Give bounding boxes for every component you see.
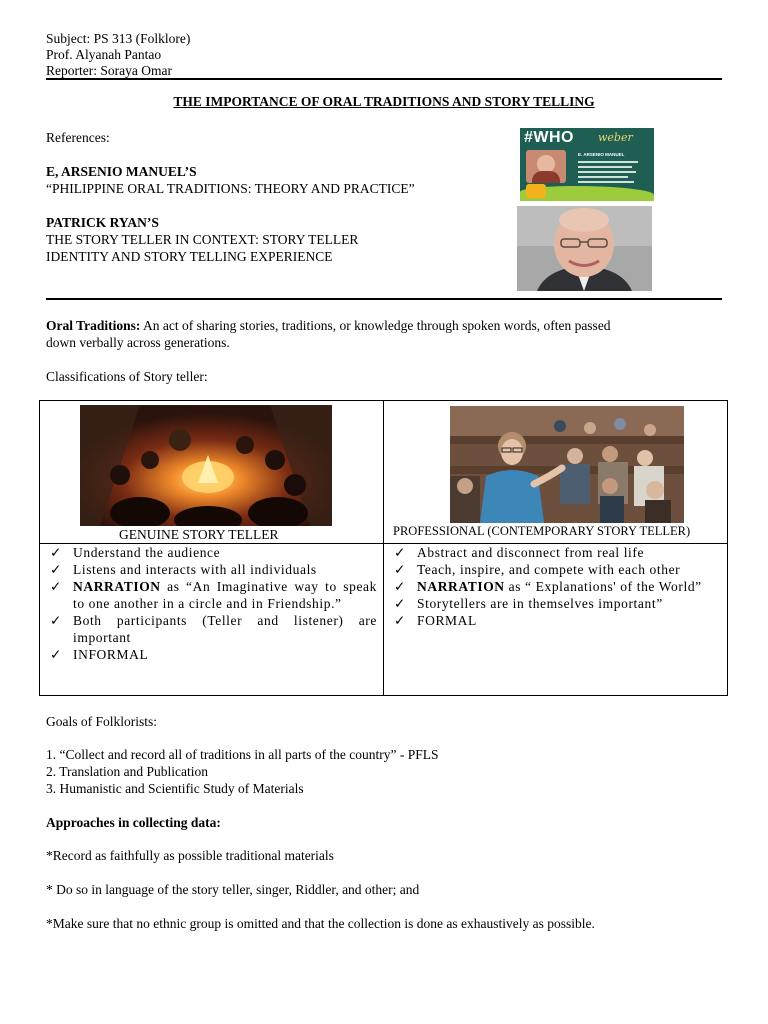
- list-item: ✓ Understand the audience: [50, 545, 221, 560]
- reference-2-title-line1: THE STORY TELLER IN CONTEXT: STORY TELLER: [46, 232, 359, 247]
- checkmark-icon: ✓: [50, 562, 62, 577]
- oral-traditions-definition: [46, 318, 611, 335]
- list-item: ✓ Both participants (Teller and listener) are important: [50, 613, 377, 645]
- reporter-line: Reporter: Soraya Omar: [46, 63, 172, 78]
- patrick-ryan-portrait-image: [517, 206, 652, 291]
- table-column-divider: [383, 400, 384, 696]
- list-item: ✓ Storytellers are in themselves important”: [394, 596, 663, 611]
- list-item: ✓ INFORMAL: [50, 647, 149, 662]
- checkmark-icon: ✓: [394, 613, 406, 628]
- reference-1-title: “PHILIPPINE ORAL TRADITIONS: THEORY AND PRACTICE”: [46, 181, 415, 196]
- checkmark-icon: ✓: [394, 562, 406, 577]
- reference-2-author: PATRICK RYAN’S: [46, 215, 159, 230]
- checkmark-icon: ✓: [50, 647, 62, 662]
- whowebe-poster-image: [520, 128, 654, 201]
- list-item: ✓ Teach, inspire, and compete with each other: [394, 562, 681, 577]
- poster-hashtag: #WHO: [524, 129, 574, 146]
- checkmark-icon: ✓: [394, 579, 406, 594]
- lecture-audience-image: [450, 406, 684, 523]
- goal-2: 2. Translation and Publication: [46, 764, 208, 779]
- checkmark-icon: ✓: [50, 579, 62, 594]
- subject-line: Subject: PS 313 (Folklore): [46, 31, 191, 46]
- checkmark-icon: ✓: [50, 613, 62, 628]
- poster-name: E. ARSENIO MANUEL: [578, 152, 625, 157]
- professor-line: Prof. Alyanah Pantao: [46, 47, 162, 62]
- checkmark-icon: ✓: [394, 545, 406, 560]
- professional-story-teller-caption: PROFESSIONAL (CONTEMPORARY STORY TELLER): [393, 524, 691, 538]
- list-item: ✓ FORMAL: [394, 613, 477, 628]
- approach-2: * Do so in language of the story teller, singer, Riddler, and other; and: [46, 882, 420, 897]
- poster-script: weber: [598, 131, 633, 144]
- header-divider: [46, 78, 722, 80]
- oral-traditions-term: Oral Traditions:: [46, 318, 141, 333]
- approach-3: *Make sure that no ethnic group is omitted and that the collection is done as exhaustively as possible.: [46, 916, 595, 931]
- professional-story-teller-list: [390, 544, 721, 629]
- campfire-storytelling-image: [80, 405, 332, 526]
- reference-1-author: E, ARSENIO MANUEL’S: [46, 164, 197, 179]
- list-item: ✓ NARRATION as “An Imaginative way to speak to one another in a circle and in Friendship.”: [50, 579, 377, 611]
- list-item: ✓ Listens and interacts with all individuals: [50, 562, 317, 577]
- oral-traditions-text: An act of sharing stories, traditions, or knowledge through spoken words, often passed: [140, 318, 611, 333]
- references-divider: [46, 298, 722, 300]
- list-item: ✓ NARRATION as “ Explanations' of the World”: [394, 579, 702, 594]
- checkmark-icon: ✓: [394, 596, 406, 611]
- genuine-story-teller-list: [46, 544, 377, 663]
- classifications-label: Classifications of Story teller:: [46, 369, 208, 384]
- poster-portrait: [526, 150, 566, 183]
- approaches-label: Approaches in collecting data:: [46, 815, 221, 830]
- oral-traditions-definition-line2: down verbally across generations.: [46, 335, 230, 350]
- reference-2-title-line2: IDENTITY AND STORY TELLING EXPERIENCE: [46, 249, 333, 264]
- references-label: References:: [46, 130, 110, 145]
- list-item: ✓ Abstract and disconnect from real life: [394, 545, 645, 560]
- genuine-story-teller-caption: GENUINE STORY TELLER: [119, 527, 279, 542]
- approach-1: *Record as faithfully as possible traditional materials: [46, 848, 334, 863]
- goals-label: Goals of Folklorists:: [46, 714, 158, 729]
- checkmark-icon: ✓: [50, 545, 62, 560]
- goal-3: 3. Humanistic and Scientific Study of Materials: [46, 781, 304, 796]
- page-title: THE IMPORTANCE OF ORAL TRADITIONS AND STORY TELLING: [173, 94, 595, 109]
- goal-1: 1. “Collect and record all of traditions in all parts of the country” - PFLS: [46, 747, 439, 762]
